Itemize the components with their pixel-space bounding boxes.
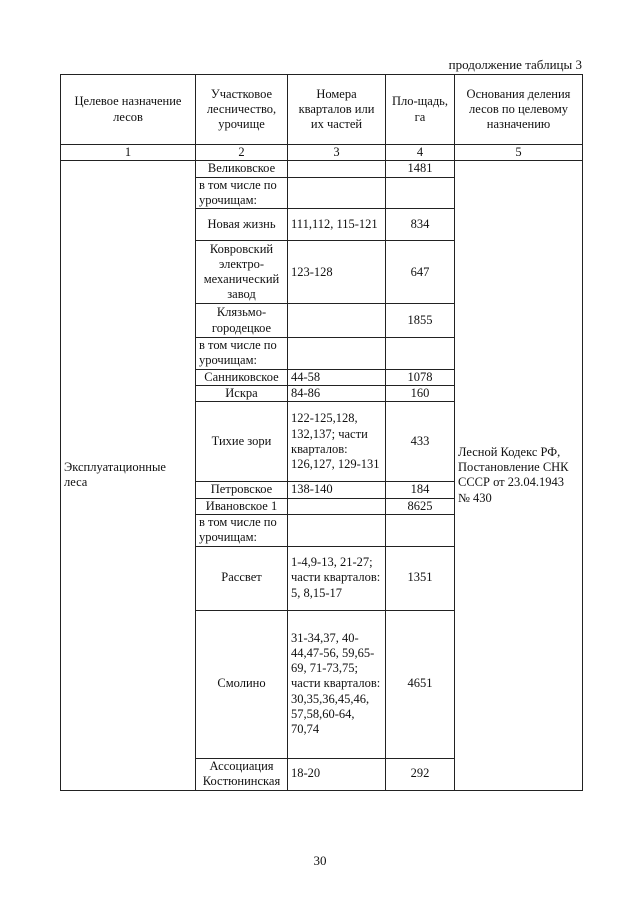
quarters-cell: 31-34,37, 40-44,47-56, 59,65-69, 71-73,75; части кварталов: 30,35,36,45,46, 57,58,60-64, 70,74: [288, 610, 386, 758]
forestry-cell: Санниковское: [196, 369, 288, 385]
area-cell: 160: [386, 386, 455, 402]
quarters-cell: [288, 161, 386, 177]
forestry-cell: Рассвет: [196, 546, 288, 610]
quarters-cell: 44-58: [288, 369, 386, 385]
area-cell: 1855: [386, 304, 455, 338]
header-basis: Основания деления лесов по целевому назначению: [455, 75, 583, 145]
quarters-cell: [288, 338, 386, 370]
header-purpose: Целевое назначение лесов: [61, 75, 196, 145]
area-cell: 8625: [386, 498, 455, 514]
area-cell: 4651: [386, 610, 455, 758]
quarters-cell: 18-20: [288, 758, 386, 790]
column-number: 1: [61, 145, 196, 161]
area-cell: 1078: [386, 369, 455, 385]
quarters-cell: 122-125,128, 132,137; части кварталов: 126,127, 129-131: [288, 402, 386, 482]
header-forestry: Участковое лесничество, урочище: [196, 75, 288, 145]
forest-purpose-table: [60, 74, 583, 791]
quarters-cell: [288, 498, 386, 514]
forestry-cell: Ивановское 1: [196, 498, 288, 514]
quarters-cell: [288, 177, 386, 209]
area-cell: [386, 177, 455, 209]
forestry-cell: Ковровский электро-механический завод: [196, 241, 288, 304]
column-number: 5: [455, 145, 583, 161]
forestry-cell: Клязьмо-городецкое: [196, 304, 288, 338]
header-area: Пло-щадь, га: [386, 75, 455, 145]
quarters-cell: [288, 514, 386, 546]
column-number: 4: [386, 145, 455, 161]
continuation-label: продолжение таблицы 3: [448, 57, 582, 72]
forestry-cell: Петровское: [196, 482, 288, 498]
forestry-cell: Искра: [196, 386, 288, 402]
quarters-cell: 1-4,9-13, 21-27; части кварталов: 5, 8,15-17: [288, 546, 386, 610]
forestry-cell: Великовское: [196, 161, 288, 177]
area-cell: 1351: [386, 546, 455, 610]
forestry-cell: в том числе по урочищам:: [196, 177, 288, 209]
header-row: [61, 75, 583, 145]
forestry-cell: Ассоциация Костюнинская: [196, 758, 288, 790]
quarters-cell: 84-86: [288, 386, 386, 402]
page-number: 30: [313, 853, 327, 868]
basis-cell: Лесной Кодекс РФ, Постановление СНК СССР от 23.04.1943 № 430: [455, 161, 583, 790]
quarters-cell: 123-128: [288, 241, 386, 304]
table-row: [61, 161, 583, 177]
column-number-row: [61, 145, 583, 161]
forestry-cell: Тихие зори: [196, 402, 288, 482]
area-cell: 292: [386, 758, 455, 790]
area-cell: [386, 338, 455, 370]
forestry-cell: в том числе по урочищам:: [196, 338, 288, 370]
quarters-cell: [288, 304, 386, 338]
area-cell: 1481: [386, 161, 455, 177]
purpose-cell: Эксплуатационные леса: [61, 161, 196, 790]
column-number: 3: [288, 145, 386, 161]
area-cell: 184: [386, 482, 455, 498]
forestry-cell: в том числе по урочищам:: [196, 514, 288, 546]
forestry-cell: Смолино: [196, 610, 288, 758]
header-quarters: Номера кварталов или их частей: [288, 75, 386, 145]
area-cell: [386, 514, 455, 546]
quarters-cell: 111,112, 115-121: [288, 209, 386, 241]
area-cell: 647: [386, 241, 455, 304]
quarters-cell: 138-140: [288, 482, 386, 498]
forestry-cell: Новая жизнь: [196, 209, 288, 241]
area-cell: 433: [386, 402, 455, 482]
column-number: 2: [196, 145, 288, 161]
area-cell: 834: [386, 209, 455, 241]
